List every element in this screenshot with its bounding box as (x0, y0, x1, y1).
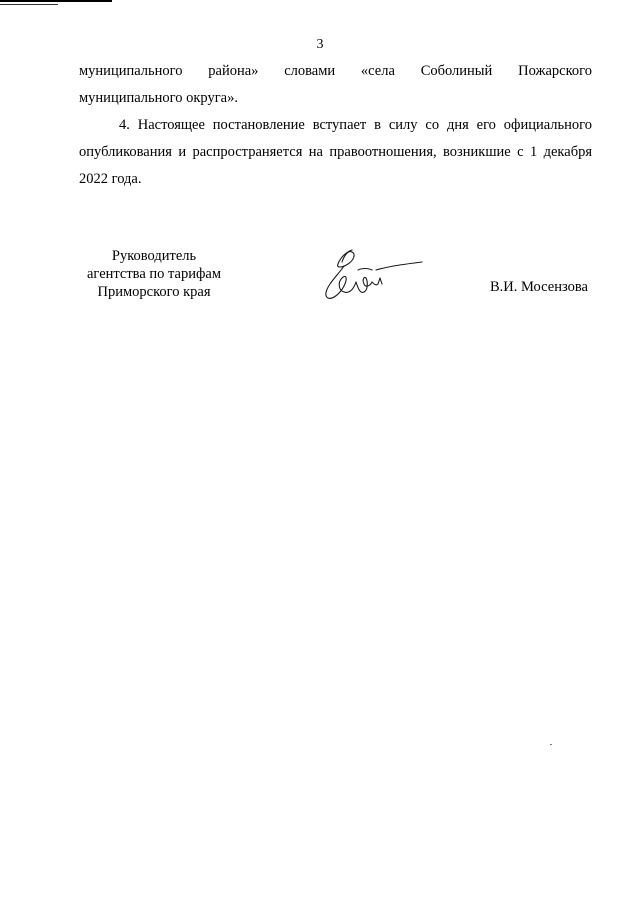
scan-dot (550, 744, 552, 745)
paragraph-2-line-3: 2022 года. (79, 171, 142, 187)
paragraph-1-line-2: муниципального округа». (79, 90, 238, 106)
signer-position-line-3: Приморского края (97, 284, 211, 300)
signer-position-line-1: Руководитель (111, 248, 197, 264)
paragraph-2-line-2: опубликования и распространяется на правоотношения, возникшие с 1 декабря (79, 144, 592, 160)
corner-rule-thin (0, 4, 58, 5)
paragraph-1-line-1: муниципального района» словами «села Соболиный Пожарского (79, 63, 592, 79)
paragraph-item-4 (79, 112, 592, 193)
page-number: 3 (316, 37, 324, 52)
signer-name: В.И. Мосензова (490, 279, 588, 295)
paragraph-2-line-1: 4. Настоящее постановление вступает в силу со дня его официального (119, 117, 592, 133)
corner-rule (0, 0, 112, 2)
signer-position (79, 247, 229, 301)
signer-position-line-2: агентства по тарифам (87, 266, 221, 282)
handwritten-signature-icon (318, 246, 430, 306)
paragraph-continuation (79, 58, 592, 112)
